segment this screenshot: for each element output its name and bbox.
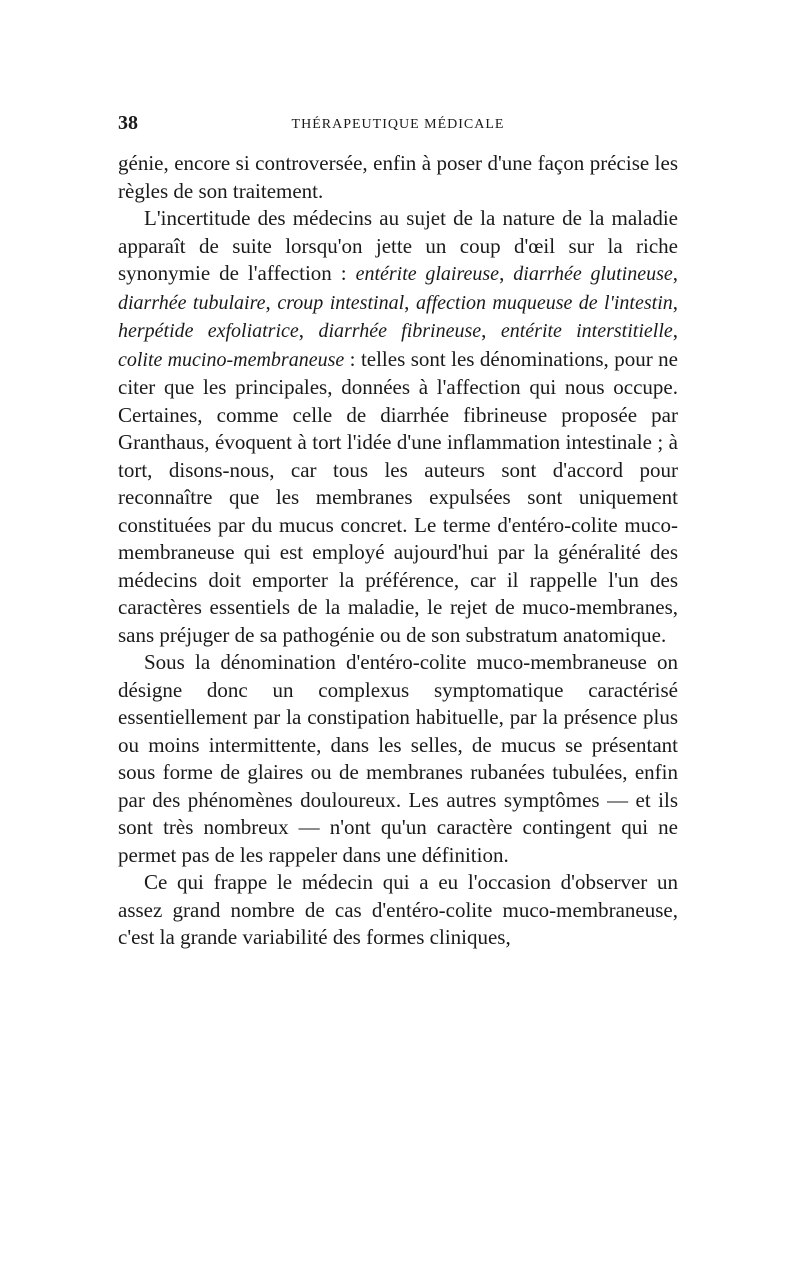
synonym-term: affection muqueuse de l'intestin — [416, 291, 673, 314]
synonym-term: herpétide exfoliatrice — [118, 320, 299, 342]
text-segment: Sous la dénomination d'entéro-colite muco-membraneuse on désigne donc un complexus symptomatique caractérisé essentiellement par la constipation habituelle, par la présence plus ou moins intermittente, dans les selles, de mucus se présentant sous forme de glaires ou de membranes rubanées tubulées, enfin par des phénomènes douloureux. Les autres symptômes — et ils sont très nombreux — n'ont qu'un caractère contingent qui ne permet pas de les rappeler dans une définition. — [118, 650, 678, 867]
synonym-term: diarrhée glutineuse — [513, 263, 673, 285]
text-segment: , — [499, 261, 514, 285]
synonym-term: croup intestinal — [277, 291, 405, 314]
text-segment: , — [404, 289, 417, 314]
running-title: THÉRAPEUTIQUE MÉDICALE — [291, 117, 505, 132]
book-page — [118, 112, 678, 952]
text-segment: , — [672, 318, 679, 342]
synonym-term: entérite interstitielle — [500, 320, 673, 342]
body-text — [118, 150, 678, 952]
text-segment: génie, encore si controversée, enfin à poser d'une façon précise les règles de son traitement. — [118, 151, 678, 203]
paragraph-definition — [118, 649, 678, 869]
synonym-term: entérite glaireuse — [355, 263, 500, 285]
text-segment: , — [481, 318, 501, 342]
synonym-term: diarrhée fibrineuse — [318, 320, 482, 342]
text-segment: , — [672, 261, 678, 285]
text-segment: , — [298, 318, 319, 342]
synonym-term: colite mucino-membraneuse — [118, 348, 345, 371]
text-segment: , — [265, 289, 278, 314]
paragraph-formes-cliniques — [118, 869, 678, 952]
synonym-term: diarrhée tubulaire — [118, 291, 266, 314]
page-header — [118, 112, 678, 138]
text-segment: , — [672, 289, 678, 314]
text-segment: Ce qui frappe le médecin qui a eu l'occasion d'observer un assez grand nombre de cas d'entéro-colite muco-membraneuse, c'est la grande variabilité des formes cliniques, — [118, 870, 678, 949]
paragraph-continuation — [118, 150, 678, 205]
text-segment: L'incertitude des médecins au sujet de la nature de la maladie apparaît de suite lorsqu'on jette un coup d'œil sur la riche synonymie de l'affection : — [118, 206, 678, 285]
page-number: 38 — [118, 112, 138, 134]
text-segment: : telles sont les dénominations, pour ne citer que les principales, données à l'affection qui nous occupe. Certaines, comme celle de diarrhée fibrineuse proposée par Granthaus, évoquent à tort l'idée d'une inflammation intestinale ; à tort, disons-nous, car tous les auteurs sont d'accord pour reconnaître que les membranes expulsées sont uniquement constituées par du mucus concret. Le terme d'entéro-colite muco-membraneuse qui est employé aujourd'hui par la généralité des médecins doit emporter la préférence, car il rappelle l'un des caractères essentiels de la maladie, le rejet de muco-membranes, sans préjuger de sa pathogénie ou de son substratum anatomique. — [118, 346, 678, 647]
paragraph-synonymie — [118, 205, 678, 649]
